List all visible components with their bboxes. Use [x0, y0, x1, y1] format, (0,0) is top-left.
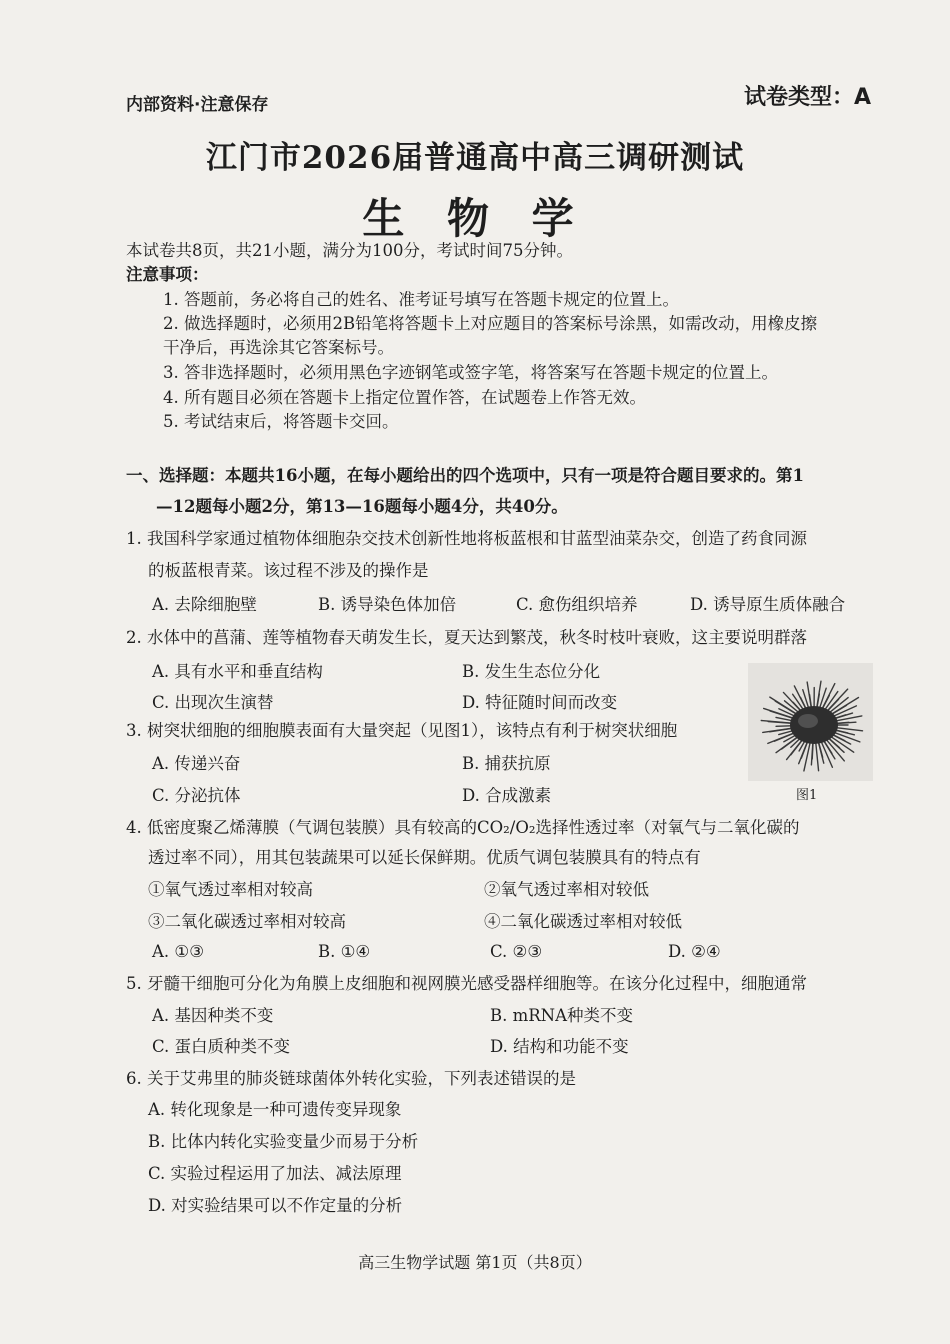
section-heading-line1: 一、选择题：本题共16小题，在每小题给出的四个选项中，只有一项是符合题目要求的。第1	[126, 466, 804, 485]
confidential-label: 内部资料·注意保存	[126, 95, 269, 115]
q4-option-d: D. ②④	[668, 942, 721, 961]
q1-option-a: A. 去除细胞壁	[152, 595, 257, 614]
q1-option-b: B. 诱导染色体加倍	[318, 595, 457, 614]
notice-heading: 注意事项：	[126, 265, 209, 284]
q1-option-c: C. 愈伤组织培养	[516, 595, 638, 614]
q5-option-a: A. 基因种类不变	[152, 1006, 274, 1025]
q3-option-c: C. 分泌抗体	[152, 786, 241, 805]
q3-option-b: B. 捕获抗原	[462, 754, 551, 773]
q4-option-b: B. ①④	[318, 942, 371, 961]
q4-statement-2: ②氧气透过率相对较低	[484, 880, 649, 899]
q5-option-b: B. mRNA种类不变	[490, 1006, 634, 1025]
q5-option-d: D. 结构和功能不变	[490, 1037, 629, 1056]
q6-stem: 6. 关于艾弗里的肺炎链球菌体外转化实验，下列表述错误的是	[126, 1069, 576, 1088]
q2-option-a: A. 具有水平和垂直结构	[152, 662, 323, 681]
exam-intro: 本试卷共8页，共21小题，满分为100分，考试时间75分钟。	[126, 241, 573, 260]
q6-option-a: A. 转化现象是一种可遗传变异现象	[148, 1100, 402, 1119]
q5-stem: 5. 牙髓干细胞可分化为角膜上皮细胞和视网膜光感受器样细胞等。在该分化过程中，细胞通常	[126, 974, 807, 993]
q6-option-b: B. 比体内转化实验变量少而易于分析	[148, 1132, 419, 1151]
q1-option-d: D. 诱导原生质体融合	[690, 595, 846, 614]
q4-statement-3: ③二氧化碳透过率相对较高	[148, 912, 346, 931]
subject-title: 生 物 学	[362, 194, 588, 243]
figure-caption: 图1	[796, 788, 818, 803]
q4-statement-1: ①氧气透过率相对较高	[148, 880, 313, 899]
q4-stem: 4. 低密度聚乙烯薄膜（气调包装膜）具有较高的CO₂/O₂选择性透过率（对氧气与二氧化碳的	[126, 818, 800, 837]
exam-title: 江门市2026届普通高中高三调研测试	[205, 140, 745, 176]
q4-statement-4: ④二氧化碳透过率相对较低	[484, 912, 682, 931]
q1-stem-cont: 的板蓝根青菜。该过程不涉及的操作是	[148, 561, 429, 580]
q6-option-d: D. 对实验结果可以不作定量的分析	[148, 1196, 403, 1215]
q3-option-d: D. 合成激素	[462, 786, 552, 805]
paper-type-label: 试卷类型：A	[744, 85, 872, 110]
q2-option-d: D. 特征随时间而改变	[462, 693, 618, 712]
section-heading-line2: —12题每小题2分，第13—16题每小题4分，共40分。	[156, 497, 568, 516]
q3-stem: 3. 树突状细胞的细胞膜表面有大量突起（见图1），该特点有利于树突状细胞	[126, 721, 678, 740]
q4-stem-cont: 透过率不同），用其包装蔬果可以延长保鲜期。优质气调包装膜具有的特点有	[148, 848, 701, 867]
notice-item: 4. 所有题目必须在答题卡上指定位置作答，在试题卷上作答无效。	[163, 388, 646, 407]
notice-item: 2. 做选择题时，必须用2B铅笔将答题卡上对应题目的答案标号涂黑，如需改动，用橡皮擦	[163, 314, 818, 333]
q2-option-b: B. 发生生态位分化	[462, 662, 601, 681]
notice-item: 5. 考试结束后，将答题卡交回。	[163, 412, 399, 431]
notice-item: 3. 答非选择题时，必须用黑色字迹钢笔或签字笔，将答案写在答题卡规定的位置上。	[163, 363, 778, 382]
q2-option-c: C. 出现次生演替	[152, 693, 274, 712]
q4-option-c: C. ②③	[490, 942, 543, 961]
dendritic-cell-figure	[748, 663, 873, 781]
q3-option-a: A. 传递兴奋	[152, 754, 241, 773]
dendritic-cell-image	[748, 663, 873, 781]
q4-option-a: A. ①③	[152, 942, 204, 961]
q6-option-c: C. 实验过程运用了加法、减法原理	[148, 1164, 402, 1183]
notice-item: 1. 答题前，务必将自己的姓名、准考证号填写在答题卡规定的位置上。	[163, 290, 679, 309]
q1-stem: 1. 我国科学家通过植物体细胞杂交技术创新性地将板蓝根和甘蓝型油菜杂交，创造了药食同源	[126, 529, 807, 548]
notice-item: 干净后，再选涂其它答案标号。	[163, 338, 394, 357]
q5-option-c: C. 蛋白质种类不变	[152, 1037, 291, 1056]
q2-stem: 2. 水体中的菖蒲、莲等植物春天萌发生长，夏天达到繁茂，秋冬时枝叶衰败，这主要说明群落	[126, 628, 807, 647]
page-footer: 高三生物学试题 第1页（共8页）	[358, 1253, 592, 1272]
